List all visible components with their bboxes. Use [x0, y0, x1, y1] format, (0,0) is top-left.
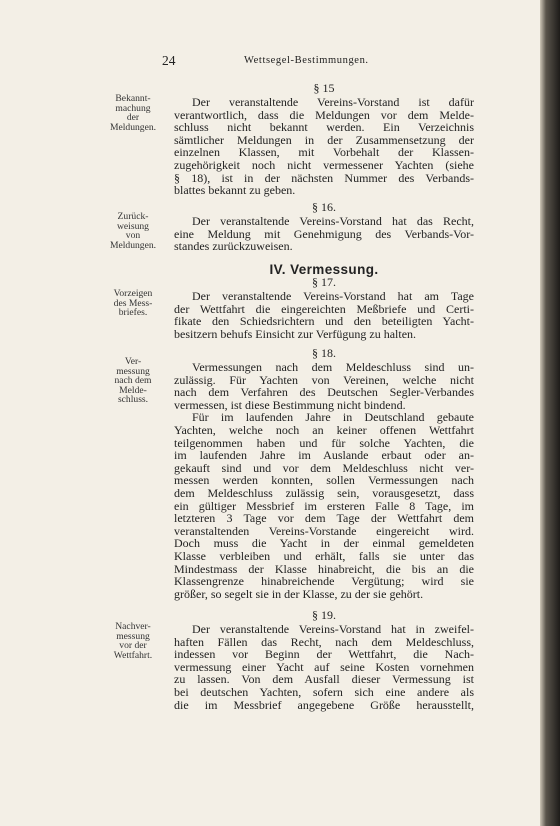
text-line: nach dem Verfahren des Deutschen Segler-Verbandes	[174, 385, 474, 400]
text-line: ein gültiger Messbrief im ersteren Falle 8 Tage, im	[174, 498, 474, 513]
text-line: dem Meldeschluss zulässig sein, vorausgesetzt, dass	[174, 485, 474, 500]
margin-note: Nachver- messung vor der Wettfahrt.	[113, 621, 153, 661]
text-line: § 18), ist in der nächsten Nummer des Verbands-	[174, 170, 474, 185]
text-line: bei deutschen Yachten, sofern sich eine andere als	[174, 684, 474, 699]
text-line: veranstaltenden Vereins-Vorstande eingereicht wird.	[174, 523, 474, 538]
text-line: Yachten, welche noch an keiner offenen Wettfahrt	[174, 422, 474, 437]
text-line: messen werden konnten, sollen Vermessungen nach	[174, 473, 474, 488]
margin-note: Vorzeigen des Mess- briefes.	[113, 288, 153, 319]
text-line: zu lassen. Von dem Ausfall dieser Vermessung ist	[174, 672, 474, 687]
text-line: haften Fällen das Recht, nach dem Meldeschluss,	[174, 634, 474, 649]
paragraph-number: § 16.	[312, 200, 336, 214]
text-line: einzelnen Klassen, mit Vorbehalt der Klassen-	[174, 145, 474, 160]
text-line: Mindestmass der Klasse hinabreicht, die bis an die	[174, 561, 474, 576]
paragraph-number: § 15	[313, 81, 335, 95]
text-line: teilgenommen haben und für solche Yachten, die	[174, 435, 474, 450]
text-line: größer, so segelt sie in der Klasse, zu der sie gehört.	[174, 586, 424, 601]
paragraph-text	[174, 290, 474, 340]
paragraph-text	[174, 215, 474, 253]
text-line: vermessung einer Yacht auf seine Kosten vornehmen	[174, 659, 474, 674]
text-line: die im Messbrief angegebene Größe herausstellt,	[174, 697, 474, 712]
margin-note: Zurück- weisung von Meldungen.	[109, 211, 157, 251]
paragraph-number: § 18.	[312, 346, 336, 360]
book-binding-shadow	[540, 0, 560, 826]
text-line: schluss nicht bekannt werden. Ein Verzeichnis	[174, 120, 474, 135]
text-line: gekauft sind und vor dem Meldeschluss nicht ver-	[174, 460, 474, 475]
paragraph-number: § 19.	[312, 608, 336, 622]
text-line: Der veranstaltende Vereins-Vorstand hat am Tage	[192, 289, 474, 303]
text-line: zugehörigkeit noch nicht vermessener Yachten (siehe	[174, 157, 474, 172]
margin-note: Ver- messung nach dem Melde- schluss.	[114, 356, 152, 406]
running-head: Wettsegel-Bestimmungen.	[244, 55, 369, 66]
text-line: Für im laufenden Jahre in Deutschland gebaute	[192, 410, 474, 425]
text-line: Der veranstaltende Vereins-Vorstand hat in zweifel-	[192, 622, 474, 636]
paragraph-number: § 17.	[312, 275, 336, 289]
text-line: standes zurückzuweisen.	[174, 239, 293, 254]
text-line: der Wettfahrt die eingereichten Meßbriefe und Certi-	[174, 301, 474, 316]
margin-note: Bekannt- machung der Meldungen.	[109, 93, 157, 133]
text-line: Der veranstaltende Vereins-Vorstand ist dafür	[192, 95, 474, 109]
paragraph-text	[174, 623, 474, 711]
text-line: indessen vor Beginn der Wettfahrt, die Nach-	[174, 647, 474, 662]
paragraph-text	[174, 361, 474, 600]
text-line: Der veranstaltende Vereins-Vorstand hat das Recht,	[192, 214, 474, 228]
text-line: vermessen, ist diese Bestimmung nicht bindend.	[174, 397, 406, 412]
text-line: eine Meldung mit Genehmigung des Verbands-Vor-	[174, 226, 474, 241]
text-line: im laufenden Jahre im Auslande erbaut oder an-	[174, 448, 474, 463]
text-line: sämtlicher Meldungen in der Zusammensetzung der	[174, 132, 474, 147]
chapter-heading: IV. Vermessung.	[269, 262, 379, 277]
page-number: 24	[162, 53, 176, 68]
text-line: blattes bekannt zu geben.	[174, 183, 296, 198]
text-line: verantwortlich, dass die Meldungen vor dem Melde-	[174, 107, 474, 122]
paragraph-text	[174, 96, 474, 197]
text-line: Vermessungen nach dem Meldeschluss sind un-	[192, 360, 474, 374]
text-line: zulässig. Für Yachten von Vereinen, welche nicht	[174, 372, 474, 387]
page-header	[162, 53, 462, 73]
text-line: Klasse verbleiben und erhält, falls sie unter das	[174, 548, 474, 563]
text-line: Klassengrenze hinabreichende Vergütung; wird sie	[174, 574, 474, 589]
text-line: fikate den Schiedsrichtern und den beteiligten Yacht-	[174, 314, 474, 329]
text-line: besitzern behufs Einsicht zur Verfügung zu halten.	[174, 326, 417, 341]
text-line: Doch muss die Yacht in der einmal gemeldeten	[174, 536, 474, 551]
text-line: letzteren 3 Tage vor dem Tage der Wettfahrt dem	[174, 511, 474, 526]
